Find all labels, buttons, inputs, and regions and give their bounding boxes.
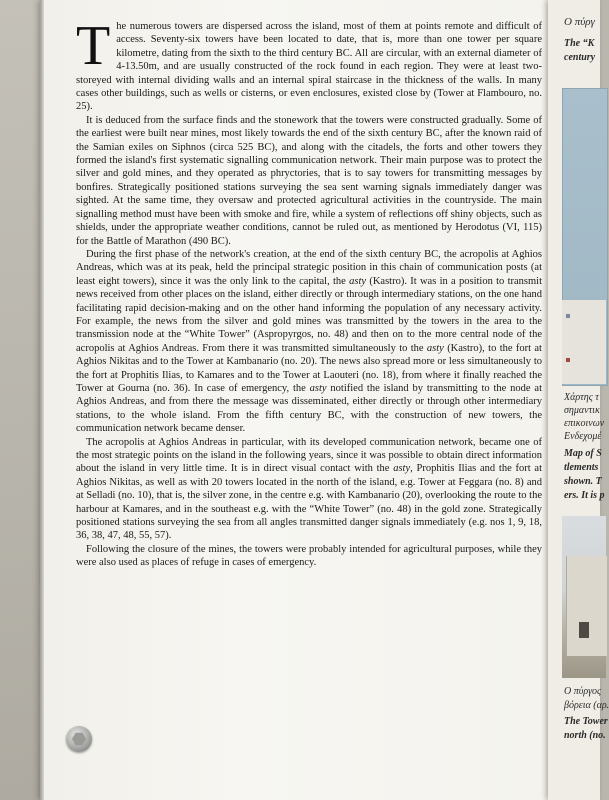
map-caption-line: Χάρτης τ	[564, 392, 599, 403]
asty-term: asty	[426, 342, 444, 354]
map-caption-line: Ενδεχομέ	[564, 431, 602, 442]
legend-marker	[566, 314, 570, 318]
paragraph-1	[76, 15, 542, 114]
tower-window	[579, 622, 589, 638]
map-caption-line: σημαντικ	[564, 405, 600, 416]
mounting-bolt-icon	[66, 726, 92, 752]
paragraph-3-part-a: During the first phase of the network's creation, at the end of the sixth century BC, the acropolis at Aghios Andreas, which was at its peak, held the principal strategic position in this chain of communication posts (at least eight towers), since it was the only link to the capital, the	[76, 248, 542, 287]
paragraph-5: Following the closure of the mines, the towers were probably intended for agricultural purposes, while they were also used as places of refuge in cases of emergency.	[76, 543, 542, 569]
paragraph-2: It is deduced from the surface finds and the stonework that the towers were constructed gradually. Some of the earliest were built near mines, most likely towards the end of the sixth century BC, after the known raid of the Samian exiles on Siphnos (circa 525 BC), and along with the citadels, the forts and other towers they formed the island's first systematic signalling communication network. Their main purpose was to protect the silver and gold mines, and they operated as phryctories, that is to say towers for transmitting messages by bonfires. Strategically positioned stations surveying the sea sent warning signals immediately danger was sighted. At the same time, they oversaw and protected agricultural activities in the countryside. The main signalling method must have been with smoke and fire, while a system of reflections off shiny objects, such as shields, under the appropriate weather conditions, cannot be ruled out, as mentioned by Herodotus (VI, 115) for the Battle of Marathon (490 BC).	[76, 114, 542, 247]
side-caption-line: The “K	[564, 38, 595, 49]
adjacent-panel	[548, 0, 609, 800]
asty-term: asty	[349, 275, 367, 287]
panel-edge	[40, 0, 44, 800]
legend-marker	[566, 358, 570, 362]
asty-term: asty	[393, 463, 411, 475]
drop-cap: T	[76, 15, 111, 77]
map-caption-line: ers. It is p	[564, 490, 605, 501]
main-text-block	[76, 15, 542, 570]
map-caption-line: tlements	[564, 462, 599, 473]
tower-photo	[562, 516, 606, 678]
photo-caption-line: Ο πύργος	[564, 686, 602, 697]
paragraph-4-part-a: The acropolis at Aghios Andreas in particular, with its developed communication network, became one of the most strategic points on the island in the following years, since it was possible to obtain direct information about the island in very little time. It is in direct visual contact with the	[76, 436, 542, 475]
side-caption-line: century	[564, 52, 596, 63]
paragraph-4	[76, 436, 542, 543]
paragraph-3-part-c: (Kastro), to the fort at Aghios Nikitas and to the Tower at Kambanario (no. 20). The news also spread more or less simultaneously to the fort at Prophitis Ilias, to Kamares and to the Tower at Laouteri (no. 18), from where it finally reached the Tower at Gourna (no. 36). In case of emergency, the	[76, 342, 542, 394]
photo-caption-line: βόρεια (αρ.	[564, 700, 609, 711]
map-caption-line: επικοινων	[564, 418, 605, 429]
paragraph-1-text: he numerous towers are dispersed across the island, most of them at points remote and difficult of access. Seventy-six towers have been located to date, that is, more than one tower per square kilometre, dating from the sixth to the third century BC. All are circular, with an external diameter of 4-13.50m, and are usually constructed of the rock found in each region. They were at least two-storeyed with internal dividing walls and an internal spiral staircase in the thickness of the walls. In many cases other buildings, such as wells or cisterns, or even enclosures, existed close by (Tower at Flambouro, no. 25).	[76, 21, 542, 113]
photo-caption-line: The Tower	[564, 716, 608, 727]
paragraph-3-part-d: notified the island by transmitting to the node at Aghios Andreas, and from there the message was disseminated, either directly or through other intermediary stations, to the whole island. From the fifth century BC, with the construction of new towers, the communication network became denser.	[76, 382, 542, 435]
map-legend	[562, 300, 606, 384]
asty-term: asty	[309, 382, 327, 394]
photo-caption-line: north (no.	[564, 730, 606, 741]
paragraph-3-part-b: (Kastro). It was in a position to transmit news received from other places on the island, either directly or through intermediary stations, on the one hand facilitating rapid decision-making and on the other hand informing the population of any necessary activity. For example, the news from the silver and gold mines was transmitted by the towers in the area to the transmission node at the “White Tower” (Aspropyrgos, no. 48) and then on to the more central node of the acropolis at Aghios Andreas. From there it was transmitted simultaneously to the	[76, 275, 542, 354]
map-caption-line: shown. T	[564, 476, 602, 487]
paragraph-4-part-b: , Prophitis Ilias and the fort at Aghios Nikitas, as well as with 20 towers located in the north of the island, e.g. Tower at Feggara (no. 8) and at Selladi (no. 10), that is, the silver zone, in the centre e.g. with Kambanario (20), overlooking the route to the harbour at Kamares, and in the southeast e.g. with the “White Tower” (no. 48) in the gold zone. Strategically positioned stations surveying the sea from all angles transmitted danger signals immediately (e.g. nos 1, 9, 18, 36, 38, 47, 48, 55, 57).	[76, 463, 542, 542]
paragraph-3	[76, 248, 542, 436]
map-caption-line: Map of S	[564, 448, 602, 459]
side-title: Ο πύργ	[564, 16, 595, 28]
tower-image	[566, 556, 607, 656]
